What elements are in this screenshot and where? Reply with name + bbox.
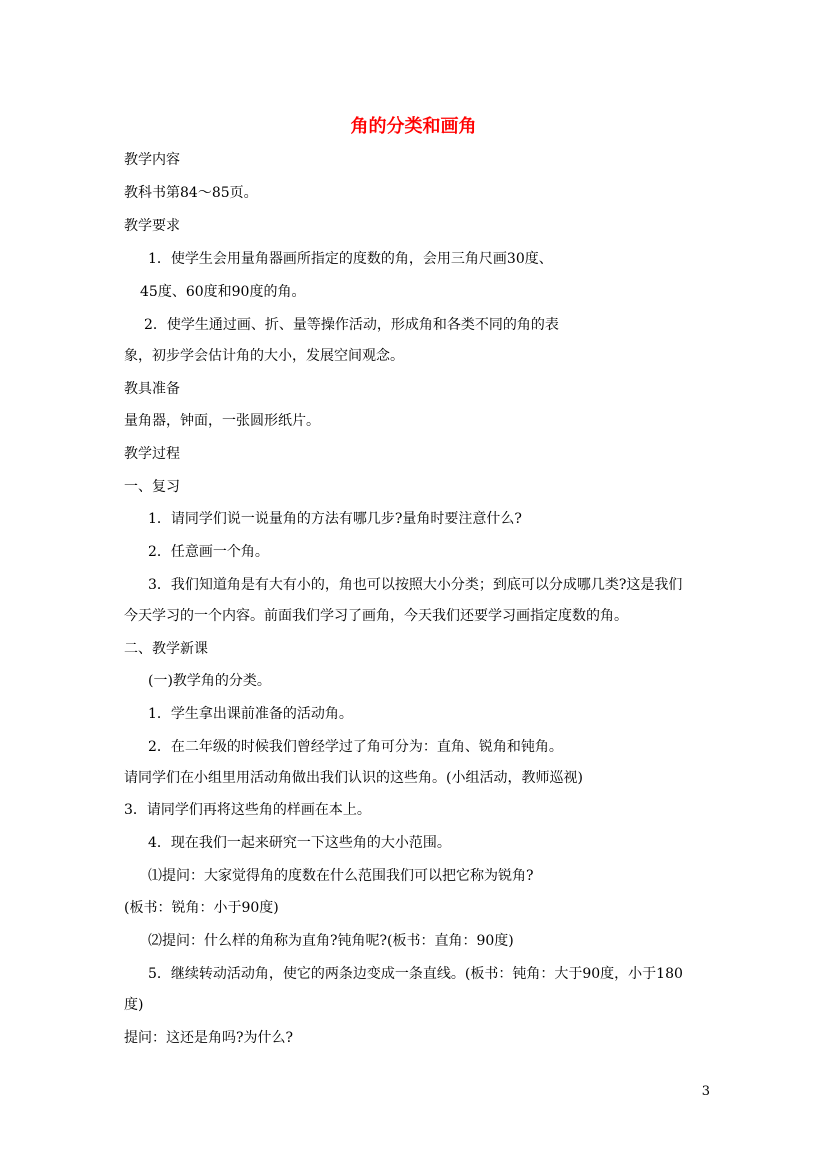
board-note-acute: (板书：锐角：小于90度) [124, 900, 279, 916]
page-number: 3 [701, 1084, 710, 1099]
lesson-item-5-line-2: 度) [124, 997, 144, 1013]
lesson-item-2: 2．在二年级的时候我们曾经学过了角可分为：直角、锐角和钝角。 [148, 739, 563, 755]
lesson-group-activity: 请同学们在小组里用活动角做出我们认识的这些角。(小组活动，教师巡视) [124, 770, 583, 786]
lesson-item-4: 4．现在我们一起来研究一下这些角的大小范围。 [148, 835, 451, 851]
paragraph-textbook-pages: 教科书第84～85页。 [124, 185, 258, 201]
question-acute-angle: ⑴提问：大家觉得角的度数在什么范围我们可以把它称为锐角? [148, 868, 534, 884]
heading-teaching-requirements: 教学要求 [124, 218, 180, 234]
section-new-lesson: 二、教学新课 [124, 641, 208, 657]
heading-teaching-aids: 教具准备 [124, 381, 180, 397]
review-item-3-line-1: 3．我们知道角是有大有小的，角也可以按照大小分类；到底可以分成哪几类?这是我们 [148, 577, 683, 593]
requirement-2-line-1: 2．使学生通过画、折、量等操作活动，形成角和各类不同的角的表 [144, 317, 559, 333]
section-review: 一、复习 [124, 479, 180, 495]
lesson-item-1: 1．学生拿出课前准备的活动角。 [148, 706, 353, 722]
subsection-angle-classification: (一)教学角的分类。 [148, 673, 271, 689]
document-title: 角的分类和画角 [350, 116, 477, 137]
heading-teaching-process: 教学过程 [124, 446, 180, 462]
lesson-item-3: 3．请同学们再将这些角的样画在本上。 [124, 802, 371, 818]
requirement-1-line-2: 45度、60度和90度的角。 [140, 284, 306, 300]
review-item-3-line-2: 今天学习的一个内容。前面我们学习了画角，今天我们还要学习画指定度数的角。 [124, 608, 628, 624]
heading-teaching-content: 教学内容 [124, 152, 180, 168]
requirement-2-line-2: 象，初步学会估计角的大小，发展空间观念。 [124, 348, 404, 364]
question-right-obtuse: ⑵提问：什么样的角称为直角?钝角呢?(板书：直角：90度) [148, 933, 514, 949]
question-still-angle: 提问：这还是角吗?为什么? [124, 1030, 294, 1046]
review-item-1: 1．请同学们说一说量角的方法有哪几步?量角时要注意什么? [148, 511, 522, 527]
requirement-1-line-1: 1．使学生会用量角器画所指定的度数的角，会用三角尺画30度、 [148, 251, 553, 267]
paragraph-teaching-aids: 量角器，钟面，一张圆形纸片。 [124, 413, 320, 429]
lesson-item-5-line-1: 5．继续转动活动角，使它的两条边变成一条直线。(板书：钝角：大于90度，小于180 [148, 966, 683, 982]
review-item-2: 2．任意画一个角。 [148, 544, 269, 560]
